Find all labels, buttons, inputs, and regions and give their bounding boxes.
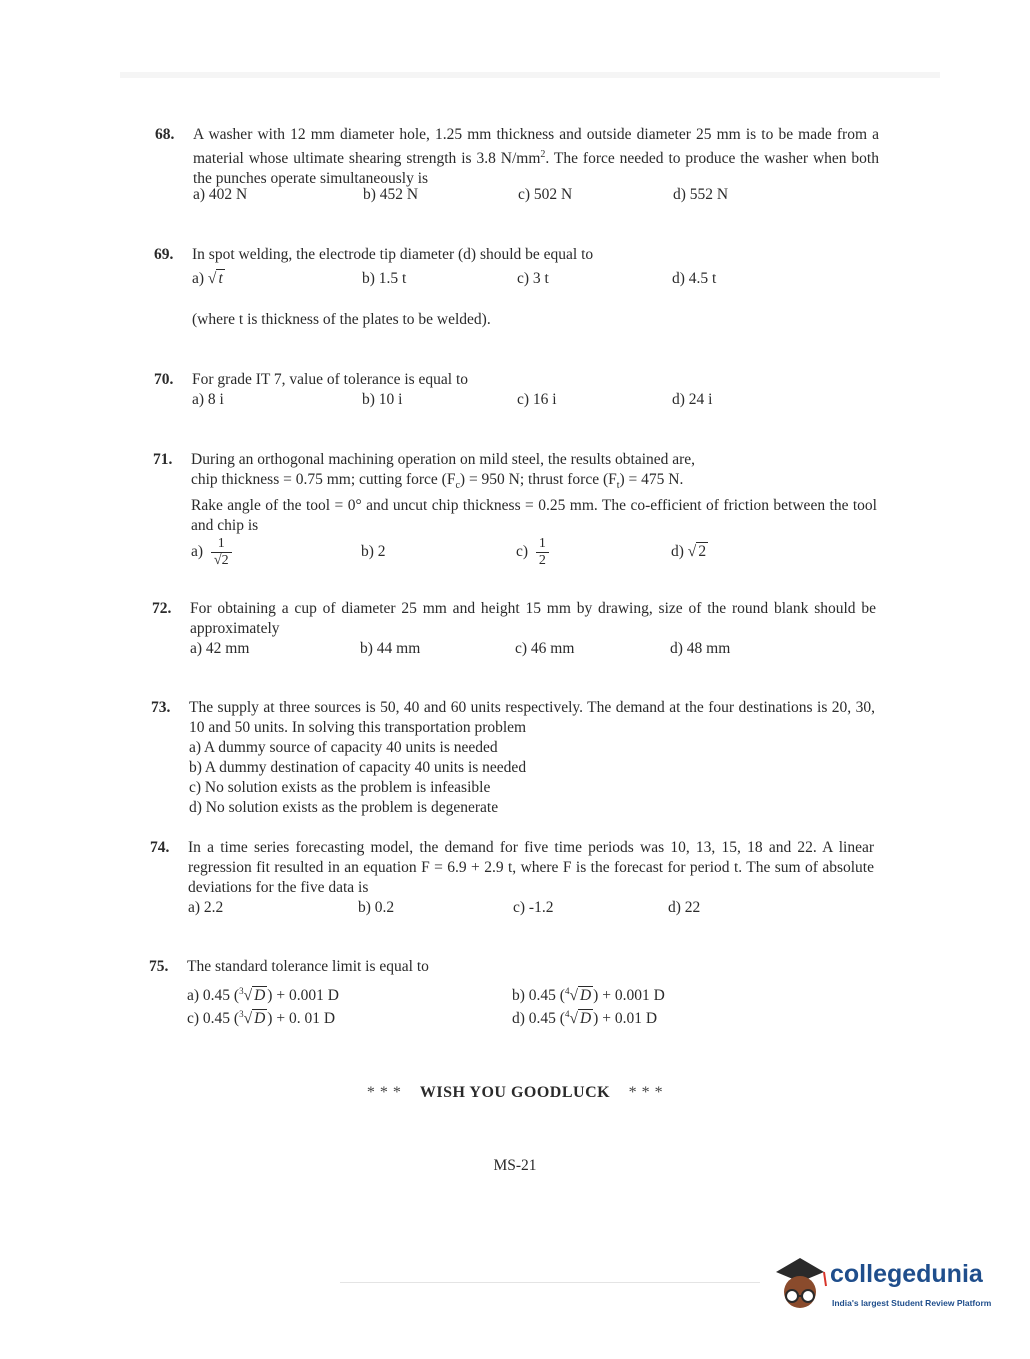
option-b: b) 2 xyxy=(361,543,386,560)
option-d: d) 48 mm xyxy=(670,640,731,657)
option-c: c) 16 i xyxy=(517,391,557,408)
question-text: During an orthogonal machining operation on mild steel, the results obtained are, chip thickness = 0.75 mm; cutting force $(F_c) = 950$ N; thrust force $(F_t) = 475$ N. Rake angle of the tool = 0° and uncut chip thickness = 0.25 mm. The co-efficient of friction between the tool and chip is xyxy=(191,451,877,535)
options xyxy=(190,639,890,661)
question-text: For grade IT 7, value of tolerance is equal to xyxy=(192,371,469,388)
question-number: 68. xyxy=(155,126,175,143)
option-c: c) $\frac{1}{2}$ xyxy=(516,536,549,569)
option-d: d) No solution exists as the problem is degenerate xyxy=(189,799,499,816)
options-row-2 xyxy=(187,1004,887,1026)
option-c: c) 0.45 ($^3$√ D ) + 0. 01 D xyxy=(187,1009,336,1028)
option-d: d) 24 i xyxy=(672,391,713,408)
option-a: a) $\frac{1}{√2}$ xyxy=(191,536,232,569)
stars-left: * * * xyxy=(366,1084,402,1101)
option-a: a) 402 N xyxy=(193,186,248,203)
option-c: c) -1.2 xyxy=(513,899,554,916)
option-b: b) 1.5 t xyxy=(362,270,407,287)
goodluck-text: WISH YOU GOODLUCK xyxy=(419,1084,611,1101)
question-number: 74. xyxy=(150,839,170,856)
option-c: c) 502 N xyxy=(518,186,573,203)
option-b: b) 0.45 ($^4$√ D ) + 0.001 D xyxy=(512,986,665,1005)
option-a: a) A dummy source of capacity 40 units is needed xyxy=(189,739,498,756)
question-text: A washer with 12 mm diameter hole, 1.25 mm thickness and outside diameter 25 mm is to be made from a material whose ultimate shearing strength is 3.8 $N/mm^2$. The force needed to produce the washer when both the punches operate simultaneously is xyxy=(193,126,879,188)
option-c: c) 46 mm xyxy=(515,640,575,657)
question-text: The supply at three sources is 50, 40 and 60 units respectively. The demand at the four destinations is 20, 30, 10 and 50 units. In solving this transportation problem xyxy=(189,699,875,736)
question-text: The standard tolerance limit is equal to xyxy=(187,958,429,975)
divider xyxy=(340,1282,760,1283)
option-a: a) 0.45 ($^3$√ D ) + 0.001 D xyxy=(187,986,339,1005)
options-row-1 xyxy=(187,981,887,1003)
question-text: In spot welding, the electrode tip diameter (d) should be equal to xyxy=(192,246,594,263)
option-c: c) No solution exists as the problem is infeasible xyxy=(189,779,491,796)
question-number: 70. xyxy=(154,371,174,388)
options xyxy=(189,738,526,818)
brand-tagline: India's largest Student Review Platform xyxy=(832,1298,992,1308)
question-note: (where t is thickness of the plates to be welded). xyxy=(192,311,491,328)
fraction: $\frac{1}{√2}$ xyxy=(211,536,232,569)
options xyxy=(188,898,888,920)
closing-message xyxy=(0,1084,1030,1102)
option-a: a) 8 i xyxy=(192,391,224,408)
option-b: b) 10 i xyxy=(362,391,403,408)
fraction: $\frac{1}{2}$ xyxy=(536,536,549,569)
sqrt-symbol: √ t xyxy=(207,270,223,287)
option-a: a) 42 mm xyxy=(190,640,250,657)
option-b: b) 452 N xyxy=(363,186,419,203)
option-b: b) 44 mm xyxy=(360,640,421,657)
question-number: 75. xyxy=(149,958,169,975)
option-c: c) 3 t xyxy=(517,270,549,287)
question-number: 69. xyxy=(154,246,174,263)
page-code: MS-21 xyxy=(493,1157,537,1174)
option-a: a) √ t xyxy=(192,270,223,287)
options xyxy=(193,185,893,207)
option-d: d) 0.45 ($^4$√ D ) + 0.01 D xyxy=(512,1009,658,1028)
question-text: In a time series forecasting model, the demand for five time periods was 10, 13, 15, 18 and 22. A linear regression fit resulted in an equation F = 6.9 + 2.9 t, where F is the forecast for period t. The sum of absolute deviations for the five data is xyxy=(188,839,874,896)
question-text: For obtaining a cup of diameter 25 mm and height 15 mm by drawing, size of the round blank should be approximately xyxy=(190,600,876,637)
options xyxy=(191,534,891,574)
scan-artifact xyxy=(120,72,940,78)
option-d: d) 22 xyxy=(668,899,701,916)
question-number: 73. xyxy=(151,699,171,716)
option-d: d) 4.5 t xyxy=(672,270,717,287)
question-number: 71. xyxy=(153,451,173,468)
options xyxy=(192,269,892,291)
graduate-mascot-icon xyxy=(770,1252,830,1322)
option-b: b) 0.2 xyxy=(358,899,395,916)
collegedunia-logo xyxy=(770,1252,1010,1322)
option-d: d) √ 2 xyxy=(671,543,707,560)
option-d: d) 552 N xyxy=(673,186,729,203)
question-number: 72. xyxy=(152,600,172,617)
option-a: a) 2.2 xyxy=(188,899,224,916)
options xyxy=(192,390,892,412)
option-b: b) A dummy destination of capacity 40 units is needed xyxy=(189,759,527,776)
brand-name: collegedunia xyxy=(830,1260,983,1288)
stars-right: * * * xyxy=(628,1084,664,1101)
sqrt-symbol: √ 2 xyxy=(687,543,707,560)
